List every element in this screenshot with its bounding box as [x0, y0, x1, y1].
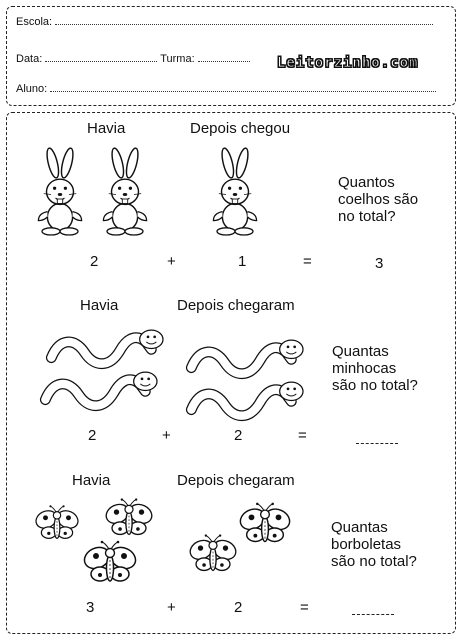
turma-label: Turma: [160, 53, 195, 65]
left-label: Havia [87, 120, 126, 137]
butterfly-icon [238, 500, 292, 554]
question-line: Quantas [331, 519, 388, 536]
butterfly-icon [188, 532, 238, 582]
right-count: 2 [234, 427, 243, 444]
answer-blank[interactable] [352, 614, 394, 615]
data-label: Data: [16, 53, 43, 65]
left-label: Havia [80, 297, 119, 314]
question-line: no total? [338, 208, 396, 225]
aluno-field[interactable] [50, 83, 436, 92]
right-count: 2 [234, 599, 243, 616]
worm-icon [178, 378, 308, 418]
bunny-icon [30, 145, 90, 235]
plus-sign: + [167, 599, 176, 616]
right-label: Depois chegaram [177, 472, 295, 489]
left-count: 2 [90, 253, 99, 270]
left-label: Havia [72, 472, 111, 489]
butterfly-icon [82, 538, 138, 594]
left-count: 2 [88, 427, 97, 444]
escola-line [16, 16, 433, 28]
question [338, 174, 418, 225]
worm-icon [38, 326, 168, 366]
question-line: coelhos são [338, 191, 419, 208]
aluno-line [16, 83, 436, 95]
equals-sign: = [300, 599, 309, 616]
right-count: 1 [238, 253, 247, 270]
question [331, 519, 417, 570]
question-line: minhocas [332, 360, 397, 377]
plus-sign: + [162, 427, 171, 444]
question-line: borboletas [331, 536, 402, 553]
answer-blank[interactable] [356, 443, 398, 444]
question-line: são no total? [331, 553, 417, 570]
bunny-icon [95, 145, 155, 235]
answer-value: 3 [375, 255, 384, 272]
right-label: Depois chegaram [177, 297, 295, 314]
equals-sign: = [303, 253, 312, 270]
aluno-label: Aluno: [16, 83, 48, 95]
escola-field[interactable] [55, 16, 433, 25]
left-count: 3 [86, 599, 95, 616]
butterfly-icon [34, 502, 80, 550]
plus-sign: + [167, 253, 176, 270]
question-line: Quantos [338, 174, 395, 191]
student-info-header [6, 6, 456, 106]
brand-watermark: Leitorzinho.com [277, 55, 419, 71]
question [332, 343, 418, 394]
equals-sign: = [298, 427, 307, 444]
question-line: são no total? [332, 377, 418, 394]
escola-label: Escola: [16, 16, 53, 28]
question-line: Quantas [332, 343, 389, 360]
data-line [16, 53, 250, 65]
right-label: Depois chegou [190, 120, 291, 137]
data-field[interactable] [45, 53, 157, 62]
turma-field[interactable] [198, 53, 250, 62]
bunny-icon [205, 145, 265, 235]
worm-icon [178, 336, 308, 376]
worm-icon [32, 368, 162, 408]
